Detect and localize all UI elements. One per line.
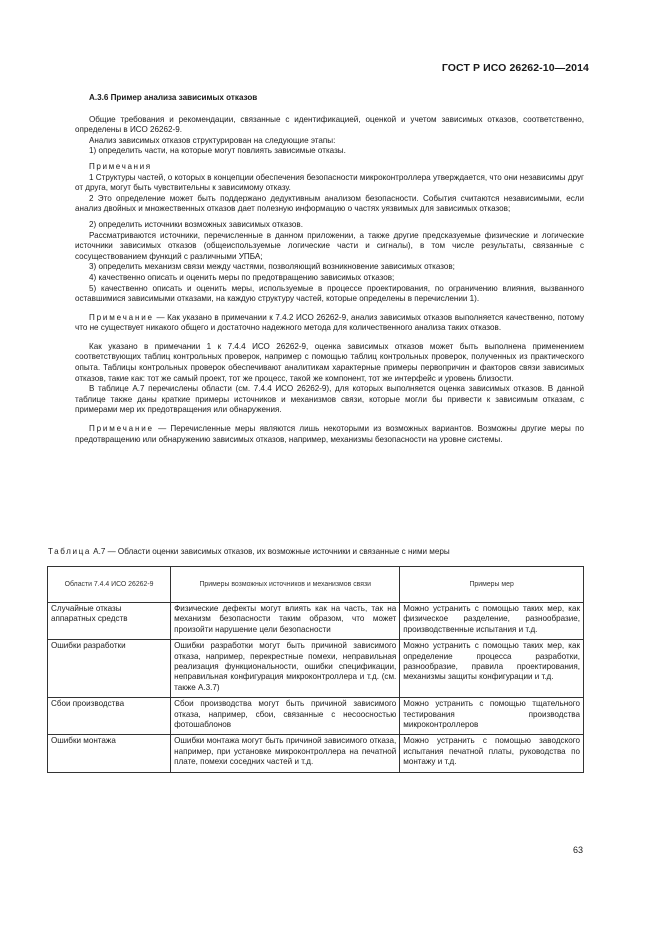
section-heading: А.3.6 Пример анализа зависимых отказов — [89, 93, 258, 102]
column-header-sources: Примеры возможных источников и механизмов связи — [171, 567, 400, 603]
paragraph-stages-intro: Анализ зависимых отказов структурирован на следующие этапы: — [89, 135, 336, 145]
paragraph-stage-2: 2) определить источники возможных зависимых отказов. — [89, 219, 303, 229]
note-1: 1 Структуры частей, о которых в концепции обеспечения безопасности микроконтроллера утверждается, что они независимы друг от друга, могут быть чувствительны к зависимому отказу. — [75, 172, 584, 193]
table-cell-area: Ошибки разработки — [48, 640, 171, 698]
table-cell-area: Сбои производства — [48, 698, 171, 735]
paragraph-table-intro: В таблице А.7 перечислены области (см. 7.4.4 ИСО 26262-9), для которых выполняется оценка зависимых отказов. В данной таблице также даны краткие примеры источников и механизмов связи, которые могли бы привести к зависимым отказам, с примерами мер их предотвращения или обнаружения. — [75, 384, 584, 415]
note-qualitative — [75, 313, 584, 334]
table-cell-area: Ошибки монтажа — [48, 735, 171, 772]
table-cell-measure: Можно устранить с помощью тщательного тестирования производства микроконтроллеров — [400, 698, 584, 735]
table-caption-text: А.7 — Области оценки зависимых отказов, их возможные источники и связанные с ними меры — [90, 547, 450, 556]
paragraph-stage-5: 5) качественно описать и оценить меры, используемые в процессе проектирования, по ограничению влияния, вызванного оставшимися зависимыми отказами, на каждую структуру частей, которые определены в перечислении 1). — [75, 283, 584, 304]
page-number: 63 — [572, 845, 583, 855]
table-cell-source: Ошибки монтажа могут быть причиной зависимого отказа, например, при установке микроконтроллера на печатной плате, помехи соседних частей и т.д. — [171, 735, 400, 772]
notes-label: Примечания — [89, 161, 152, 171]
table-caption-label: Таблица — [48, 547, 91, 556]
paragraph-stage-4: 4) качественно описать и оценить меры по предотвращению зависимых отказов; — [89, 272, 395, 282]
table-cell-source: Сбои производства могут быть причиной зависимого отказа, например, сбои, связанные с несоосностью фотошаблонов — [171, 698, 400, 735]
table-cell-source: Физические дефекты могут влиять как на часть, так на механизм безопасности таким образом, что может произойти нарушение цели безопасности — [171, 603, 400, 640]
table-row — [48, 640, 584, 698]
paragraph-stage-3: 3) определить механизм связи между частями, позволяющий возникновение зависимых отказов; — [89, 262, 455, 272]
paragraph-checklists: Как указано в примечании 1 к 7.4.4 ИСО 26262-9, оценка зависимых отказов может быть выполнена применением соответствующих таблиц контрольных проверок, например с помощью таблиц контрольных проверок, полученных из практического опыта. Таблицы контрольных проверок обеспечивают аналитикам характерные примеры первопричин и факторов связи зависимых отказов, такие как: тот же самый проект, тот же процесс, такой же компонент, тот же интерфейс и уровень близости. — [75, 341, 584, 383]
table-cell-area: Случайные отказы аппаратных средств — [48, 603, 171, 640]
paragraph-stage-1: 1) определить части, на которые могут повлиять зависимые отказы. — [89, 146, 346, 156]
dependent-failures-table — [47, 566, 584, 773]
note-qualitative-text: — Как указано в примечании к 7.4.2 ИСО 26262-9, анализ зависимых отказов выполняется качественно, потому что не существует никакого общего и достаточно надежного метода для количественного анализа таких отказов. — [75, 312, 584, 333]
table-cell-measure: Можно устранить с помощью таких мер, как физическое разделение, разнообразие, производственные испытания и т.д. — [400, 603, 584, 640]
column-header-areas: Области 7.4.4 ИСО 26262-9 — [48, 567, 171, 603]
table-row — [48, 735, 584, 772]
note-label: Примечание — [89, 424, 154, 434]
table-row — [48, 698, 584, 735]
table-cell-source: Ошибки разработки могут быть причиной зависимого отказа, например, перекрестные помехи, неправильная реализация функциональности, ошибки спецификации, неправильная конфигурация микроконтроллера и т.д. (см. также А.3.7) — [171, 640, 400, 698]
note-label: Примечание — [89, 312, 154, 322]
table-header-row — [48, 567, 584, 603]
table-row — [48, 603, 584, 640]
column-header-measures: Примеры мер — [400, 567, 584, 603]
table-cell-measure: Можно устранить с помощью заводского испытания печатной платы, руководства по монтажу и т.д. — [400, 735, 584, 772]
note-measures — [75, 424, 584, 445]
note-2: 2 Это определение может быть поддержано дедуктивным анализом безопасности. События считаются независимыми, если анализ двойных и множественных отказов дает полезную информацию о частях уязвимых для зависимых отказов; — [75, 193, 584, 214]
paragraph-general: Общие требования и рекомендации, связанные с идентификацией, оценкой и учетом зависимых отказов, соответственно, определены в ИСО 26262-9. — [75, 114, 584, 135]
note-measures-text: — Перечисленные меры являются лишь некоторыми из возможных вариантов. Возможны другие меры по предотвращению или обнаружению зависимых отказов, например, механизмы безопасности на уровне системы. — [75, 424, 584, 444]
paragraph-sources: Рассматриваются источники, перечисленные в данном приложении, а также другие предсказуемые физические и логические источники зависимых отказов (общеиспользуемые логические части и сигналы), в том числе результаты, связанные с сосуществованием функций с различными УПБА; — [75, 230, 584, 261]
table-caption — [48, 547, 608, 557]
section-body — [75, 93, 584, 445]
table-cell-measure: Можно устранить с помощью таких мер, как определение процесса разработки, разнообразие, правила проектирования, механизмы защиты конфигурации и т.д. — [400, 640, 584, 698]
standard-header: ГОСТ Р ИСО 26262-10—2014 — [441, 62, 589, 74]
